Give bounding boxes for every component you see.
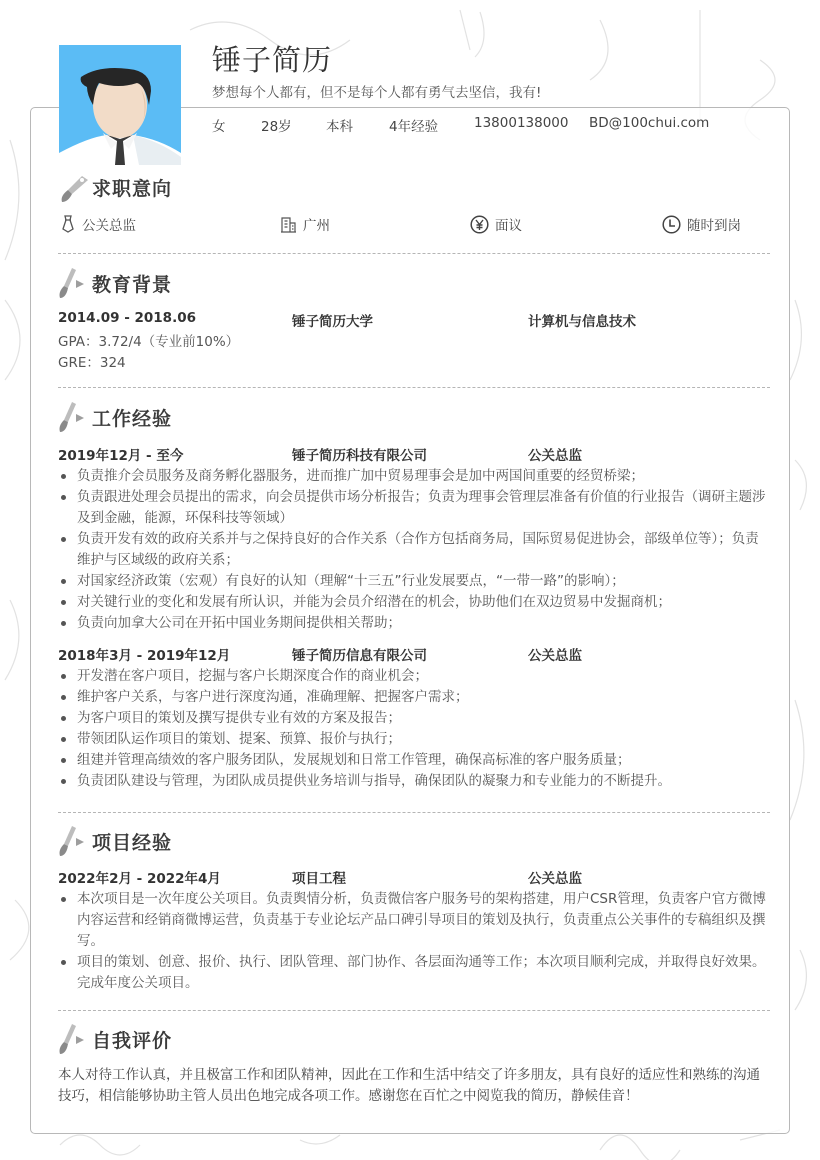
brush-icon <box>58 400 90 434</box>
avatar-icon <box>59 45 181 165</box>
intent-position <box>60 214 136 234</box>
experience: 4年经验 <box>389 119 439 135</box>
job-duties <box>58 466 770 634</box>
list-item: 对国家经济政策（宏观）有良好的认知（理解“十三五”行业发展要点，“一带一路”的影响）； <box>58 571 770 592</box>
brush-icon <box>58 824 90 858</box>
section-self-eval <box>58 1022 770 1107</box>
project-row <box>58 867 770 889</box>
list-item: 负责推介会员服务及商务孵化器服务，进而推广加中贸易理事会是加中两国间重要的经贸桥梁； <box>58 466 770 487</box>
divider <box>58 387 770 388</box>
intent-salary <box>470 214 522 234</box>
list-item: 负责向加拿大公司在开拓中国业务期间提供相关帮助； <box>58 613 770 634</box>
section-title: 工作经验 <box>92 407 173 430</box>
list-item: 为客户项目的策划及撰写提供专业有效的方案及报告； <box>58 708 770 729</box>
divider <box>58 812 770 813</box>
education-school: 锤子简历大学 <box>292 314 373 330</box>
section-education <box>58 266 770 374</box>
section-intent <box>58 170 770 204</box>
resume-name: 锤子简历 <box>212 43 333 77</box>
project-role: 公关总监 <box>528 871 582 887</box>
list-item: 组建并管理高绩效的客户服务团队，发展规划和日常工作管理，确保高标准的客户服务质量； <box>58 750 770 771</box>
education-gpa: GPA：3.72/4（专业前10%） <box>58 334 240 350</box>
job-row <box>58 444 770 466</box>
section-title: 求职意向 <box>92 177 173 200</box>
brush-icon <box>58 266 90 300</box>
phone: 13800138000 <box>474 115 569 131</box>
building-icon <box>280 216 297 233</box>
job-company: 锤子简历信息有限公司 <box>292 648 427 664</box>
intent-label: 公关总监 <box>82 218 136 234</box>
project-period: 2022年2月 - 2022年4月 <box>58 871 221 887</box>
job-role: 公关总监 <box>528 448 582 464</box>
intent-label: 广州 <box>303 218 330 234</box>
list-item: 开发潜在客户项目，挖掘与客户长期深度合作的商业机会； <box>58 666 770 687</box>
list-item: 负责开发有效的政府关系并与之保持良好的合作关系（合作方包括商务局，国际贸易促进协会，部级单位等）；负责维护与区域级的政府关系； <box>58 529 770 571</box>
intent-label: 随时到岗 <box>687 218 741 234</box>
divider <box>58 253 770 254</box>
age: 28岁 <box>261 119 292 135</box>
brush-icon <box>58 1022 90 1056</box>
section-title: 项目经验 <box>92 831 173 854</box>
list-item: 负责跟进处理会员提出的需求，向会员提供市场分析报告；负责为理事会管理层准备有价值的行业报告（调研主题涉及到金融，能源，环保科技等领域） <box>58 487 770 529</box>
education-row <box>58 310 770 332</box>
list-item: 负责团队建设与管理，为团队成员提供业务培训与指导，确保团队的凝聚力和专业能力的不断提升。 <box>58 771 770 792</box>
job-period: 2018年3月 - 2019年12月 <box>58 648 231 664</box>
gender: 女 <box>212 119 226 135</box>
list-item: 维护客户关系，与客户进行深度沟通，准确理解、把握客户需求； <box>58 687 770 708</box>
intent-availability <box>662 214 741 234</box>
project-duties <box>58 889 770 994</box>
email[interactable]: BD@100chui.com <box>589 115 710 131</box>
basic-info-row <box>212 115 709 135</box>
self-eval-text: 本人对待工作认真，并且极富工作和团队精神，因此在工作和生活中结交了许多朋友，具有良好的适应性和熟练的沟通技巧，相信能够协助主管人员出色地完成各项工作。感谢您在百忙之中阅览我的简历，静候佳音！ <box>58 1067 760 1104</box>
education-period: 2014.09 - 2018.06 <box>58 310 196 326</box>
education-gre: GRE：324 <box>58 355 126 371</box>
divider <box>58 1010 770 1011</box>
list-item: 带领团队运作项目的策划、提案、预算、报价与执行； <box>58 729 770 750</box>
section-title: 自我评价 <box>92 1029 173 1052</box>
resume-motto: 梦想每个人都有，但不是每个人都有勇气去坚信，我有! <box>212 85 542 101</box>
project-name: 项目工程 <box>292 871 346 887</box>
brush-icon <box>58 170 90 204</box>
list-item: 对关键行业的变化和发展有所认识，并能为会员介绍潜在的机会，协助他们在双边贸易中发掘商机； <box>58 592 770 613</box>
yen-icon <box>470 215 489 234</box>
degree: 本科 <box>326 119 353 135</box>
education-major: 计算机与信息技术 <box>528 314 636 330</box>
job-duties <box>58 666 770 792</box>
job-role: 公关总监 <box>528 648 582 664</box>
section-project <box>58 824 770 994</box>
job-period: 2019年12月 - 至今 <box>58 448 184 464</box>
tie-icon <box>60 215 76 233</box>
list-item: 项目的策划、创意、报价、执行、团队管理、部门协作、各层面沟通等工作；本次项目顺利完成，并取得良好效果。完成年度公关项目。 <box>58 952 770 994</box>
job-row <box>58 644 770 666</box>
clock-icon <box>662 215 681 234</box>
intent-label: 面议 <box>495 218 522 234</box>
section-work <box>58 400 770 792</box>
section-title: 教育背景 <box>92 273 173 296</box>
list-item: 本次项目是一次年度公关项目。负责舆情分析，负责微信客户服务号的架构搭建，用户CSR管理，负责客户官方微博内容运营和经销商微博运营，负责基于专业论坛产品口碑引导项目的策划及执行，负责重点公关事件的专稿组织及撰写。 <box>58 889 770 952</box>
profile-photo <box>59 45 181 165</box>
job-company: 锤子简历科技有限公司 <box>292 448 427 464</box>
intent-row <box>58 214 770 236</box>
intent-city <box>280 214 330 234</box>
